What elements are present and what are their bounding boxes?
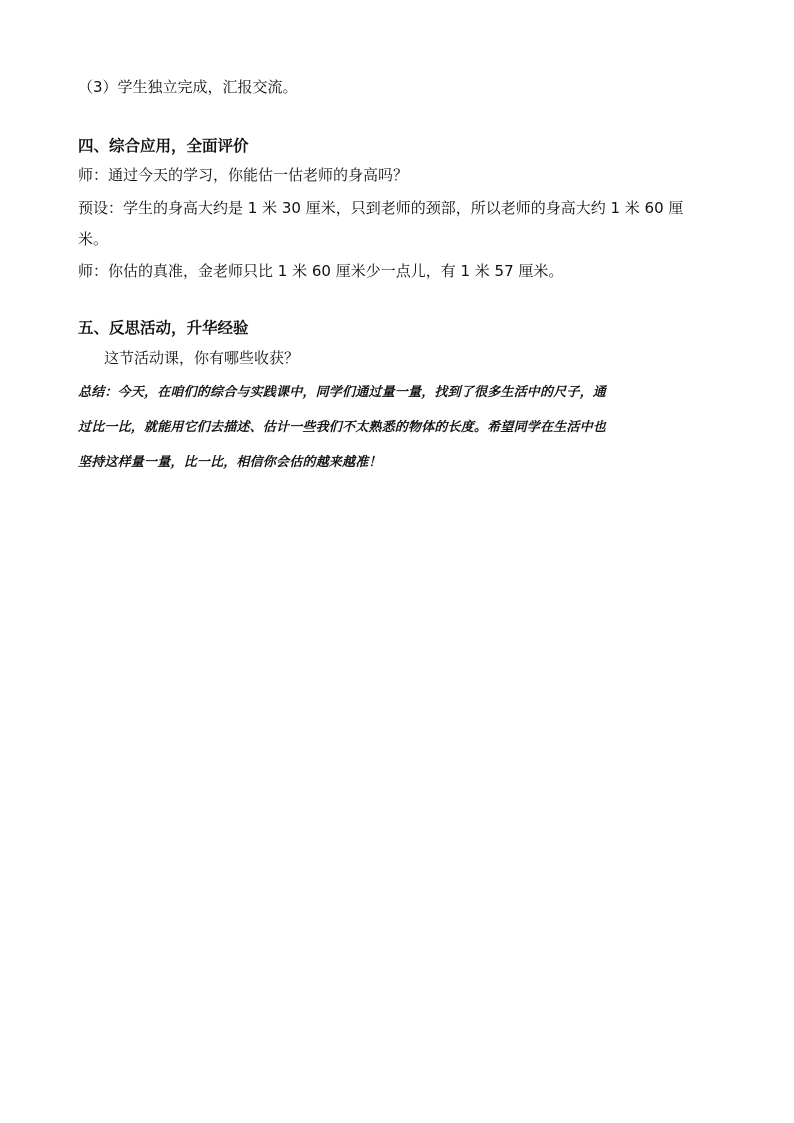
summary-line-1: 总结：今天，在咱们的综合与实践课中，同学们通过量一量，找到了很多生活中的尺子，通 (78, 385, 607, 400)
preset-answer-line-2: 米。 (78, 230, 109, 248)
teacher-question: 师：通过今天的学习，你能估一估老师的身高吗？ (78, 166, 409, 184)
step-3-text: （3）学生独立完成，汇报交流。 (78, 78, 298, 96)
preset-answer-line-1: 预设：学生的身高大约是 1 米 30 厘米，只到老师的颈部，所以老师的身高大约 1 米 60 厘 (78, 199, 684, 217)
section-4-heading: 四、综合应用，全面评价 (78, 137, 249, 155)
summary-line-3: 坚持这样量一量，比一比，相信你会估的越来越准！ (78, 455, 382, 470)
teacher-answer: 师：你估的真准，金老师只比 1 米 60 厘米少一点儿，有 1 米 57 厘米。 (78, 262, 564, 280)
reflection-question: 这节活动课，你有哪些收获？ (104, 349, 300, 367)
section-5-heading: 五、反思活动，升华经验 (78, 319, 249, 337)
summary-line-2: 过比一比，就能用它们去描述、估计一些我们不太熟悉的物体的长度。希望同学在生活中也 (78, 420, 607, 435)
